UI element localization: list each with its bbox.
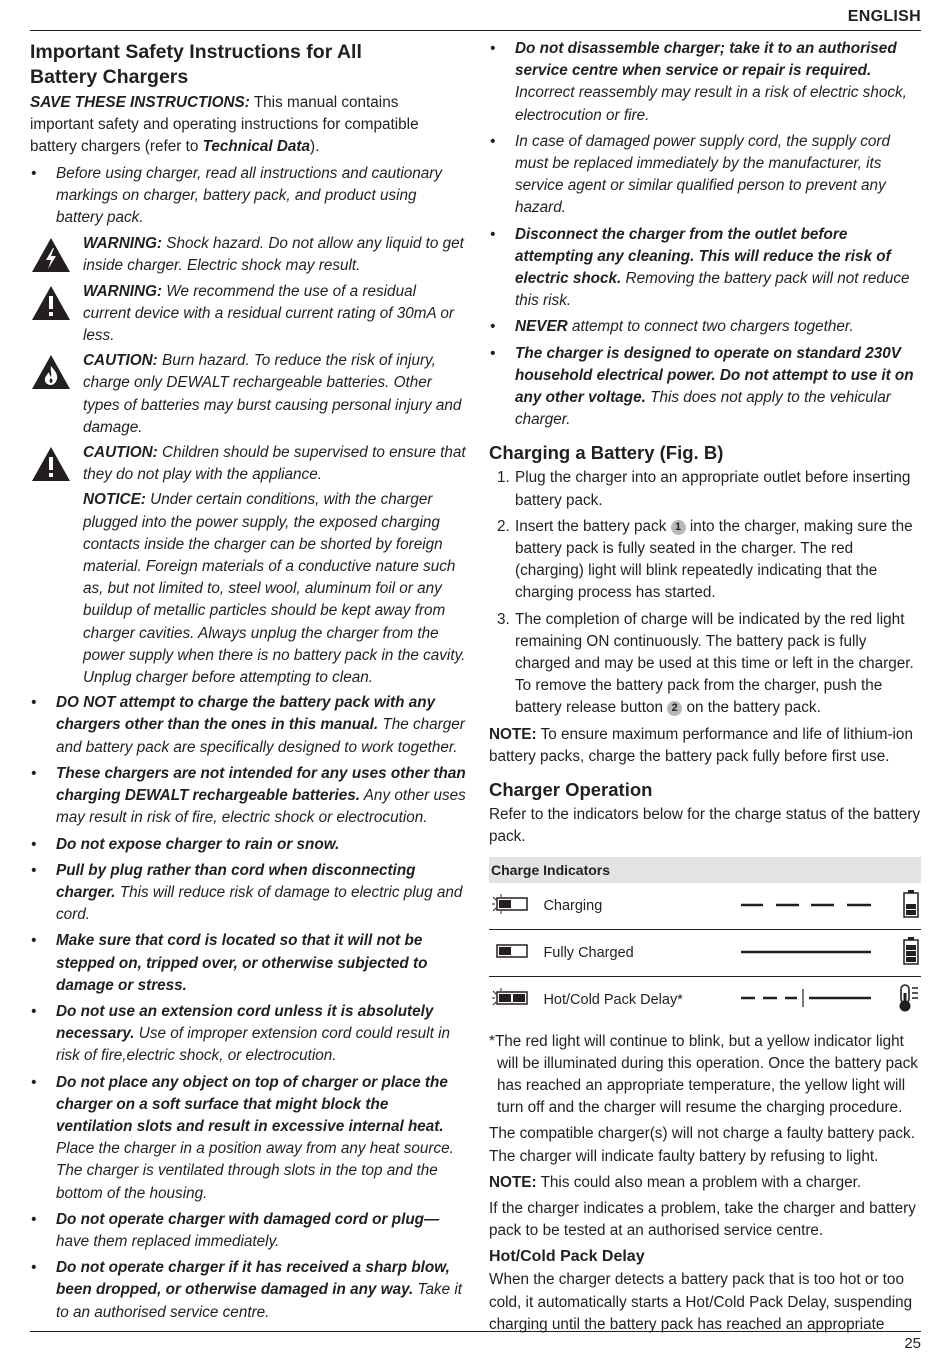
notice-text: Under certain conditions, with the charger plugged into the power supply, the exposed charging contacts inside the charger can be shorted by foreign material. Foreign materials of a conductive nature such as, but not limited to, steel wool, aluminum foil or any buildup of metallic particles should be kept away from charger cavities. Always unplug the charger from the power supply when there is no battery pack in the cavity. Unplug charger before attempting to clean.: [83, 491, 466, 687]
section-title: [30, 40, 466, 90]
solid-pattern-icon: [739, 947, 874, 957]
delay-pattern-icon: [739, 988, 874, 1008]
warning-shock: [30, 233, 466, 277]
notice-block: [30, 489, 466, 689]
save-end: ).: [310, 138, 320, 156]
bullet-text: Incorrect reassembly may result in a risk of electric shock, electrocution or fire.: [515, 84, 907, 124]
bullet-bold: Make sure that cord is located so that it will not be stepped on, tripped over, or otherwise subjected to damage or stress.: [56, 932, 428, 994]
intro-bullets: [30, 163, 466, 230]
bullet-text: This will reduce risk of damage to electric plug and cord.: [56, 883, 463, 924]
safety-bullets-continued: [489, 38, 922, 431]
blinking-led-icon: [490, 892, 530, 916]
figure-callout: 1: [671, 520, 686, 535]
bullet-bold: Disconnect the charger from the outlet before attempting any cleaning. This will reduce the risk of electric shock.: [515, 225, 891, 288]
electric-shock-warning-icon: [31, 236, 71, 274]
charge-indicators-table: [489, 857, 921, 1023]
note-charger-problem: [489, 1172, 922, 1194]
bullet-bold: Pull by plug rather than cord when disconnecting charger.: [56, 861, 416, 901]
bullet-bold: Do not place any object on top of charger or place the charger on a soft surface that might block the ventilation slots and result in excessive internal heat.: [56, 1073, 448, 1135]
warning-label: WARNING:: [83, 235, 163, 253]
right-column: [489, 38, 922, 1340]
note-label: NOTE:: [489, 1173, 537, 1191]
bullet-text: The charger and battery pack are specifically designed to work together.: [56, 716, 465, 756]
bullet-intro: • Before using charger, read all instructions and cautionary markings on charger, battery pack, and product using battery pack.: [30, 163, 466, 230]
charging-steps: [489, 467, 922, 719]
bullet-bold: Do not operate charger with damaged cord or plug—: [56, 1210, 440, 1228]
caution-label: CAUTION:: [83, 352, 158, 370]
safety-bullet: [30, 860, 466, 927]
bullet-bold: Do not operate charger if it has received a sharp blow, been dropped, or otherwise damaged in any way.: [56, 1259, 450, 1299]
bullet-text: Removing the battery pack will not reduce this risk.: [515, 270, 910, 310]
hot-cold-text: When the charger detects a battery pack that is too hot or too cold, it automatically starts a Hot/Cold Pack Delay, suspending charging until the battery pack has reached an appropriate: [489, 1271, 913, 1333]
hot-cold-heading: Hot/Cold Pack Delay: [489, 1248, 645, 1266]
dual-led-icon: [490, 986, 530, 1010]
footer-rule: [30, 1331, 921, 1332]
note-label: NOTE:: [489, 725, 537, 743]
safety-bullet: [30, 1209, 466, 1253]
caution-children: [30, 442, 466, 486]
bullet-text: In case of damaged power supply cord, the supply cord must be replaced immediately by the manufacturer, its service agent or similar qualified person to prevent any hazard.: [515, 132, 890, 217]
operation-text: Refer to the indicators below for the charge status of the battery pack.: [489, 806, 921, 846]
step-item: [489, 467, 922, 511]
note-text: This could also mean a problem with a charger.: [536, 1173, 862, 1191]
notice-label: NOTICE:: [83, 491, 146, 509]
caution-burn: [30, 350, 466, 439]
bullet-bold: Do not disassemble charger; take it to an authorised service centre when service or repair is required.: [515, 40, 897, 80]
warning-text: We recommend the use of a residual current device with a residual current rating of 30mA or less.: [83, 282, 454, 345]
caution-text: Children should be supervised to ensure that they do not play with the appliance.: [83, 444, 466, 484]
save-text: This manual contains important safety and operating instructions for compatible battery chargers (refer to: [30, 94, 419, 156]
safety-bullet: [489, 38, 922, 127]
indicator-label: Fully Charged: [542, 929, 738, 976]
page-number: 25: [904, 1335, 921, 1352]
indicator-row-fully-charged: [489, 929, 921, 976]
safety-bullet: [30, 692, 466, 759]
language-label: ENGLISH: [847, 8, 921, 25]
step-item: [489, 516, 922, 605]
step-number: 2.: [497, 517, 510, 535]
save-instructions: [30, 92, 466, 159]
safety-bullet: [489, 316, 922, 338]
exclamation-warning-icon: [31, 445, 71, 483]
bullet-text: have them replaced immediately.: [56, 1232, 280, 1250]
safety-bullet: [30, 1001, 466, 1068]
service-centre-text: If the charger indicates a problem, take the charger and battery pack to be tested at an authorised service centre.: [489, 1199, 916, 1240]
save-label: SAVE THESE INSTRUCTIONS:: [30, 94, 250, 111]
safety-bullets: [30, 692, 466, 1323]
technical-data-ref: Technical Data: [202, 138, 310, 156]
step-text: Plug the charger into an appropriate outlet before inserting battery pack.: [515, 469, 911, 509]
bullet-text: attempt to connect two chargers together.: [567, 318, 854, 336]
safety-bullet: [30, 1072, 466, 1205]
safety-bullet: [30, 763, 466, 830]
figure-callout: 2: [667, 701, 682, 716]
bullet-bold: NEVER: [515, 318, 568, 336]
solid-led-icon: [490, 939, 530, 963]
step-item: [489, 609, 922, 720]
bullet-text: Place the charger in a position away from any heat source. The charger is ventilated through slots in the top and the bottom of the housing.: [56, 1140, 454, 1202]
bullet-bold: The charger is designed to operate on standard 230V household electrical power. Do not attempt to use it on any other voltage.: [515, 344, 914, 407]
title-line-1: Important Safety Instructions for All: [30, 41, 362, 63]
safety-bullet: [489, 131, 922, 220]
faulty-pack-text: The compatible charger(s) will not charge a faulty battery pack. The charger will indicate faulty battery by refusing to light.: [489, 1125, 915, 1165]
note-lithium: [489, 724, 922, 768]
indicator-label: Charging: [542, 883, 738, 930]
safety-bullet: [489, 343, 922, 432]
indicator-row-hot-cold: [489, 976, 921, 1023]
step-text: into the charger, making sure the battery pack is fully seated in the charger. The red (charging) light will blink repeatedly indicating that the charging process has started.: [515, 517, 913, 602]
safety-bullet: [30, 930, 466, 997]
bullet-text: Use of improper extension cord could result in risk of fire,electric shock, or electrocution.: [56, 1025, 450, 1065]
step-text: on the battery pack.: [682, 699, 821, 717]
bullet-text: Take it to an authorised service centre.: [56, 1281, 463, 1321]
step-text: Insert the battery pack: [515, 517, 671, 535]
indicator-row-charging: [489, 883, 921, 930]
bullet-text: This does not apply to the vehicular charger.: [515, 389, 891, 429]
warning-text: Shock hazard. Do not allow any liquid to get inside charger. Electric shock may result.: [83, 235, 464, 275]
caution-label: CAUTION:: [83, 444, 158, 462]
fire-hazard-icon: [31, 353, 71, 391]
hot-cold-footnote: *The red light will continue to blink, but a yellow indicator light will be illuminated during this operation. Once the battery pack has reached an appropriate temperature, the yellow light will turn off and the charger will resume the charging procedure.: [489, 1032, 918, 1117]
charge-indicators-header: Charge Indicators: [489, 857, 921, 883]
battery-charging-icon: [902, 889, 920, 919]
charging-heading: Charging a Battery (Fig. B): [489, 442, 724, 464]
left-column: [30, 38, 466, 1328]
warning-label: WARNING:: [83, 282, 163, 300]
bullet-bold: DO NOT attempt to charge the battery pack with any chargers other than the ones in this manual.: [56, 694, 436, 734]
thermometer-icon: [896, 983, 920, 1013]
warning-rcd: [30, 281, 466, 348]
note-text: To ensure maximum performance and life of lithium-ion battery packs, charge the battery pack fully before first use.: [489, 725, 913, 765]
blinking-pattern-icon: [739, 900, 874, 910]
battery-full-icon: [902, 936, 920, 966]
header-rule: [30, 30, 921, 31]
step-number: 1.: [497, 469, 510, 487]
safety-bullet: [489, 224, 922, 313]
title-line-2: Battery Chargers: [30, 66, 189, 88]
bullet-text: Any other uses may result in risk of fire, electric shock or electrocution.: [56, 787, 466, 827]
safety-bullet: [30, 834, 466, 856]
bullet-bold: These chargers are not intended for any uses other than charging DEWALT rechargeable batteries.: [56, 764, 466, 805]
operation-heading: Charger Operation: [489, 779, 653, 801]
bullet-bold: Do not expose charger to rain or snow.: [56, 835, 340, 853]
caution-text: Burn hazard. To reduce the risk of injury, charge only DEWALT rechargeable batteries. Other types of batteries may burst causing personal injury and damage.: [83, 352, 462, 436]
bullet-bold: Do not use an extension cord unless it is absolutely necessary.: [56, 1002, 434, 1043]
step-number: 3.: [497, 610, 510, 628]
exclamation-warning-icon: [31, 284, 71, 322]
indicator-label: Hot/Cold Pack Delay*: [543, 991, 683, 1008]
safety-bullet: [30, 1257, 466, 1324]
step-text: The completion of charge will be indicated by the red light remaining ON continuously. The battery pack is fully charged and may be used at this time or left in the charger. To remove the battery pack from the charger, push the battery release button: [515, 610, 914, 717]
